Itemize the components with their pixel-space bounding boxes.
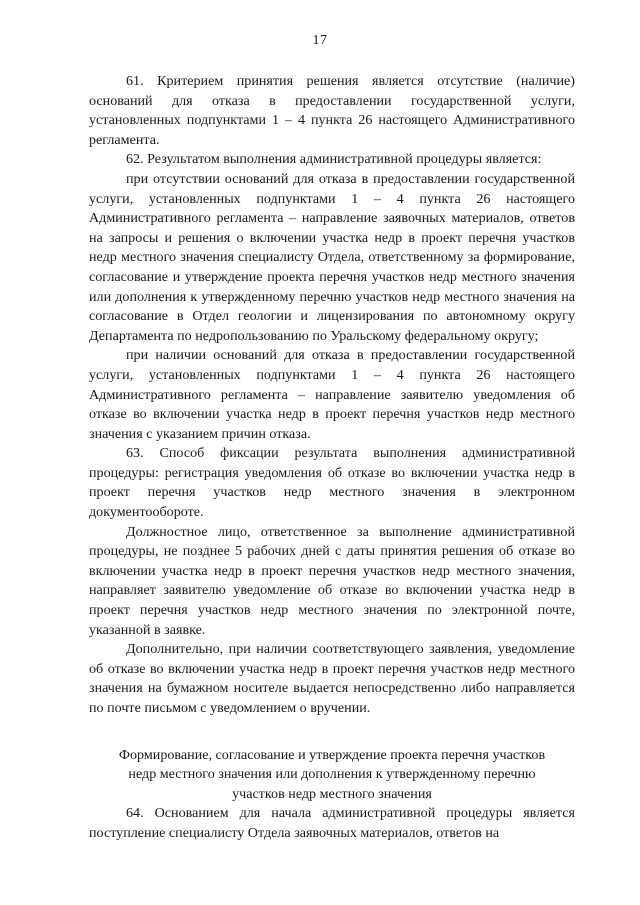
paragraph-63: 63. Способ фиксации результата выполнения административной процедуры: регистрация уведомления об отказе во включении участка недр в проект перечня участков недр местного значения в электронном документообороте. [89, 445, 575, 521]
section-heading [81, 746, 583, 805]
document-body [89, 72, 575, 844]
paragraph-61: 61. Критерием принятия решения является отсутствие (наличие) оснований для отказа в предоставлении государственной услуги, установленных подпунктами 1 – 4 пункта 26 настоящего Административного регламента. [89, 73, 575, 148]
paragraph-62-result-refusal: при наличии оснований для отказа в предоставлении государственной услуги, установленных подпунктами 1 – 4 пункта 26 настоящего Административного регламента – направление заявителю уведомления об отказе во включении участка недр в проект перечня участков недр местного значения с указанием причин отказа. [89, 347, 575, 442]
paragraph-64: 64. Основанием для начала административной процедуры является поступление специалисту Отдела заявочных материалов, ответов на [89, 805, 575, 841]
section-heading-line: недр местного значения или дополнения к утвержденному перечню [128, 766, 536, 783]
page-number: 17 [312, 33, 328, 48]
section-heading-line: участков недр местного значения [232, 785, 432, 802]
section-heading-line: Формирование, согласование и утверждение проекта перечня участков [118, 746, 546, 763]
paragraph-responsible-official: Должностное лицо, ответственное за выполнение административной процедуры, не позднее 5 рабочих дней с даты принятия решения об отказе во включении участка недр в проект перечня участков недр местного значения, направляет заявителю уведомление об отказе во включении участка недр в проект перечня участков недр местного значения по электронной почте, указанной в заявке. [89, 523, 575, 638]
paragraph-62: 62. Результатом выполнения административной процедуры является: [126, 151, 542, 168]
paragraph-62-result-no-refusal: при отсутствии оснований для отказа в предоставлении государственной услуги, установленных подпунктами 1 – 4 пункта 26 настоящего Административного регламента – направление заявочных материалов, ответов на запросы и решения о включении участка недр в проект перечня участков недр местного значения специалисту Отдела, ответственному за формирование, согласование и утверждение проекта перечня участков недр местного значения или дополнения к утвержденному перечню участков недр местного значения на согласование в Отдел геологии и лицензирования по автономному округу Департамента по недропользованию по Уральскому федеральному округу; [89, 170, 575, 344]
paragraph-additionally: Дополнительно, при наличии соответствующего заявления, уведомление об отказе во включении участка недр в проект перечня участков недр местного значения на бумажном носителе выдается непосредственно либо направляется по почте письмом с уведомлением о вручении. [89, 641, 575, 716]
